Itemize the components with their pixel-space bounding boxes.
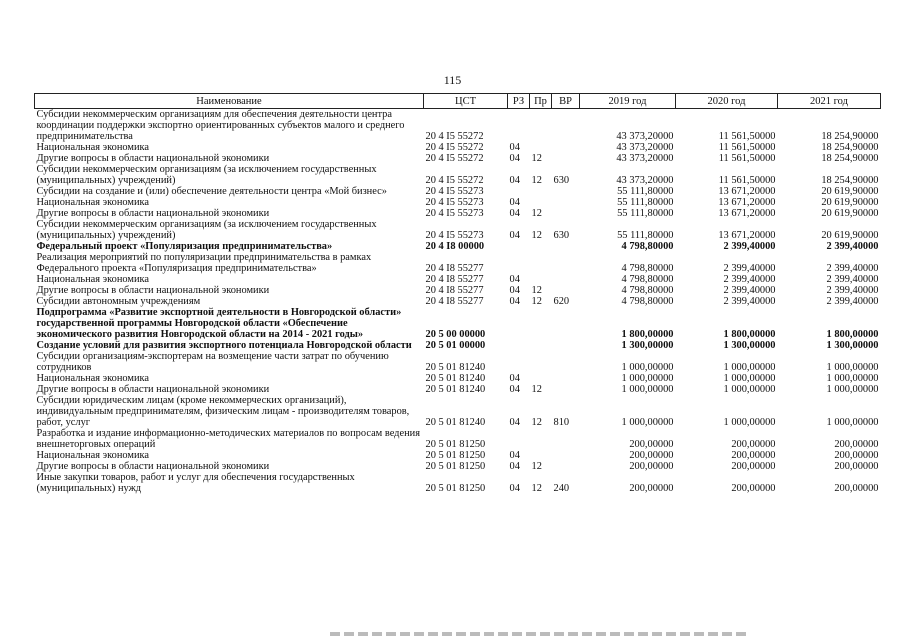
- row-vr: [552, 197, 580, 208]
- row-rz: [508, 428, 530, 450]
- row-pr: 12: [531, 461, 542, 472]
- row-pr: [530, 109, 552, 143]
- row-rz: 04: [509, 384, 520, 395]
- table-body: [35, 109, 881, 495]
- row-2021: 200,00000: [834, 439, 879, 450]
- row-cst: 20 4 I8 55277: [425, 263, 484, 274]
- row-2019: 4 798,80000: [621, 274, 674, 285]
- row-pr: 12: [531, 384, 542, 395]
- row-2021: 18 254,90000: [821, 175, 879, 186]
- row-2021: 18 254,90000: [821, 142, 879, 153]
- header-cst: ЦСТ: [424, 94, 508, 109]
- table-row: [35, 472, 881, 494]
- row-rz: [508, 186, 530, 197]
- row-pr: [530, 340, 552, 351]
- table-row: [35, 384, 881, 395]
- row-name: Подпрограмма «Развитие экспортной деятельности в Новгородской области» государственной программы Новгородской области «Обеспечение экономического развития Новгородской области на 2014 - 2021 годы»: [36, 307, 402, 340]
- row-vr: 240: [553, 483, 570, 494]
- row-cst: 20 5 01 81250: [425, 439, 486, 450]
- row-2019: 200,00000: [629, 483, 674, 494]
- row-2020: 1 000,00000: [723, 362, 776, 373]
- row-name: Субсидии некоммерческим организациям (за исключением государственных (муниципальных) учреждений): [36, 219, 377, 241]
- row-cst: 20 5 01 81240: [425, 362, 486, 373]
- row-2019: 200,00000: [629, 461, 674, 472]
- row-cst: 20 4 I5 55272: [425, 142, 484, 153]
- row-2020: 11 561,50000: [718, 175, 776, 186]
- table-row: [35, 340, 881, 351]
- row-2020: 1 800,00000: [723, 329, 776, 340]
- row-2021: 18 254,90000: [821, 131, 879, 142]
- row-2021: 200,00000: [834, 461, 879, 472]
- header-name: Наименование: [35, 94, 424, 109]
- budget-table: [34, 93, 881, 494]
- row-cst: 20 4 I5 55273: [425, 230, 484, 241]
- row-pr: [530, 428, 552, 450]
- row-2020: 1 000,00000: [723, 373, 776, 384]
- row-2020: 200,00000: [731, 439, 776, 450]
- page-number: 115: [443, 73, 462, 87]
- row-cst: 20 4 I8 55277: [425, 296, 484, 307]
- row-2021: 1 000,00000: [826, 384, 879, 395]
- row-vr: [552, 142, 580, 153]
- row-pr: [530, 373, 552, 384]
- row-vr: [552, 373, 580, 384]
- row-rz: 04: [509, 483, 520, 494]
- row-name: Другие вопросы в области национальной экономики: [36, 461, 270, 472]
- row-pr: 12: [531, 175, 542, 186]
- row-cst: 20 4 I5 55273: [425, 197, 484, 208]
- row-rz: [508, 340, 530, 351]
- row-name: Субсидии автономным учреждениям: [36, 296, 201, 307]
- row-pr: 12: [531, 153, 542, 164]
- row-2019: 43 373,20000: [616, 153, 674, 164]
- table-row: [35, 109, 881, 143]
- row-vr: [552, 109, 580, 143]
- row-vr: [552, 186, 580, 197]
- row-2020: 13 671,20000: [718, 197, 776, 208]
- row-2019: 4 798,80000: [621, 241, 674, 252]
- row-2020: 200,00000: [731, 461, 776, 472]
- row-rz: 04: [509, 142, 520, 153]
- row-cst: 20 4 I5 55272: [425, 175, 484, 186]
- row-name: Субсидии на создание и (или) обеспечение деятельности центра «Мой бизнес»: [36, 186, 387, 197]
- row-pr: [530, 241, 552, 252]
- row-name: Субсидии организациям-экспортерам на возмещение части затрат по обучению сотрудников: [36, 351, 389, 373]
- row-pr: 12: [531, 230, 542, 241]
- row-rz: 04: [509, 175, 520, 186]
- row-rz: 04: [509, 417, 520, 428]
- row-2019: 1 000,00000: [621, 417, 674, 428]
- table-row: [35, 164, 881, 186]
- row-rz: 04: [509, 373, 520, 384]
- row-2019: 1 000,00000: [621, 373, 674, 384]
- row-cst: 20 5 01 81240: [425, 373, 486, 384]
- row-2020: 13 671,20000: [718, 186, 776, 197]
- row-rz: 04: [509, 450, 520, 461]
- row-rz: [508, 351, 530, 373]
- row-rz: 04: [509, 274, 520, 285]
- table-row: [35, 142, 881, 153]
- row-2020: 200,00000: [731, 483, 776, 494]
- row-2020: 1 000,00000: [723, 384, 776, 395]
- row-2021: 18 254,90000: [821, 153, 879, 164]
- row-pr: 12: [531, 296, 542, 307]
- row-cst: 20 5 01 81250: [425, 450, 486, 461]
- row-pr: [530, 307, 552, 340]
- row-2021: 1 000,00000: [826, 373, 879, 384]
- row-2019: 1 800,00000: [621, 329, 674, 340]
- table-row: [35, 208, 881, 219]
- row-2019: 4 798,80000: [621, 296, 674, 307]
- row-rz: [508, 252, 530, 274]
- row-2021: 2 399,40000: [826, 296, 879, 307]
- row-vr: [552, 351, 580, 373]
- table-header-row: [35, 94, 881, 109]
- table-row: [35, 296, 881, 307]
- row-pr: 12: [531, 208, 542, 219]
- table-row: [35, 197, 881, 208]
- row-2021: 2 399,40000: [826, 241, 879, 252]
- row-2019: 1 300,00000: [621, 340, 674, 351]
- row-name: Реализация мероприятий по популяризации предпринимательства в рамках Федерального проекта «Популяризация предпринимательства»: [36, 252, 372, 274]
- row-rz: 04: [509, 296, 520, 307]
- table-row: [35, 373, 881, 384]
- row-2021: 2 399,40000: [826, 285, 879, 296]
- row-pr: 12: [531, 483, 542, 494]
- row-cst: 20 4 I5 55272: [425, 131, 484, 142]
- row-name: Федеральный проект «Популяризация предпринимательства»: [36, 241, 333, 252]
- row-2019: 1 000,00000: [621, 384, 674, 395]
- header-2019: 2019 год: [580, 94, 676, 109]
- row-name: Субсидии юридическим лицам (кроме некоммерческих организаций), индивидуальным предпринимателям, физическим лицам - производителям товаров, работ, услуг: [36, 395, 410, 428]
- row-vr: [552, 384, 580, 395]
- row-cst: 20 4 I8 00000: [425, 241, 485, 252]
- table-row: [35, 241, 881, 252]
- row-rz: 04: [509, 153, 520, 164]
- row-pr: [530, 197, 552, 208]
- row-2021: 1 000,00000: [826, 362, 879, 373]
- row-2020: 13 671,20000: [718, 230, 776, 241]
- row-cst: 20 5 01 81250: [425, 461, 486, 472]
- row-2019: 4 798,80000: [621, 263, 674, 274]
- row-vr: [552, 461, 580, 472]
- row-2019: 55 111,80000: [617, 208, 674, 219]
- row-cst: 20 5 01 81250: [425, 483, 486, 494]
- row-name: Другие вопросы в области национальной экономики: [36, 285, 270, 296]
- row-vr: [552, 428, 580, 450]
- row-2020: 2 399,40000: [723, 263, 776, 274]
- row-2021: 1 800,00000: [826, 329, 879, 340]
- row-vr: [552, 340, 580, 351]
- row-name: Создание условий для развития экспортного потенциала Новгородской области: [36, 340, 412, 351]
- row-name: Другие вопросы в области национальной экономики: [36, 208, 270, 219]
- row-2020: 200,00000: [731, 450, 776, 461]
- row-2021: 200,00000: [834, 483, 879, 494]
- row-name: Другие вопросы в области национальной экономики: [36, 384, 270, 395]
- row-vr: [552, 208, 580, 219]
- header-2021: 2021 год: [778, 94, 881, 109]
- row-2021: 20 619,90000: [821, 230, 879, 241]
- row-rz: 04: [509, 461, 520, 472]
- row-rz: [508, 241, 530, 252]
- row-cst: 20 4 I8 55277: [425, 285, 484, 296]
- row-rz: 04: [509, 230, 520, 241]
- row-name: Субсидии некоммерческим организациям для обеспечения деятельности центра координации поддержки экспортно ориентированных субъектов малого и среднего предпринимательства: [36, 109, 405, 142]
- row-vr: [552, 307, 580, 340]
- row-2019: 55 111,80000: [617, 230, 674, 241]
- row-name: Субсидии некоммерческим организациям (за исключением государственных (муниципальных) учреждений): [36, 164, 377, 186]
- row-2021: 2 399,40000: [826, 263, 879, 274]
- row-rz: 04: [509, 285, 520, 296]
- row-vr: [552, 153, 580, 164]
- row-2021: 1 300,00000: [826, 340, 879, 351]
- row-2020: 1 300,00000: [723, 340, 776, 351]
- row-pr: [530, 186, 552, 197]
- row-2019: 1 000,00000: [621, 362, 674, 373]
- row-vr: [552, 241, 580, 252]
- row-vr: 630: [553, 175, 570, 186]
- row-rz: [508, 109, 530, 143]
- table-row: [35, 395, 881, 428]
- row-cst: 20 4 I5 55272: [425, 153, 484, 164]
- row-2019: 43 373,20000: [616, 175, 674, 186]
- row-2020: 1 000,00000: [723, 417, 776, 428]
- row-name: Национальная экономика: [36, 142, 150, 153]
- table-row: [35, 252, 881, 274]
- row-vr: 620: [553, 296, 570, 307]
- row-pr: 12: [531, 285, 542, 296]
- row-name: Национальная экономика: [36, 197, 150, 208]
- table-row: [35, 450, 881, 461]
- table-row: [35, 351, 881, 373]
- row-2020: 11 561,50000: [718, 131, 776, 142]
- row-vr: [552, 274, 580, 285]
- table-row: [35, 274, 881, 285]
- row-cst: 20 5 01 81240: [425, 417, 486, 428]
- row-2019: 43 373,20000: [616, 131, 674, 142]
- row-vr: [552, 450, 580, 461]
- row-cst: 20 4 I5 55273: [425, 186, 484, 197]
- row-pr: 12: [531, 417, 542, 428]
- row-2019: 55 111,80000: [617, 197, 674, 208]
- row-2020: 11 561,50000: [718, 153, 776, 164]
- row-2020: 2 399,40000: [723, 241, 776, 252]
- row-2021: 2 399,40000: [826, 274, 879, 285]
- row-cst: 20 5 01 81240: [425, 384, 486, 395]
- table-row: [35, 428, 881, 450]
- row-2021: 200,00000: [834, 450, 879, 461]
- row-2020: 2 399,40000: [723, 296, 776, 307]
- row-2019: 200,00000: [629, 450, 674, 461]
- scan-artifact-strip: [330, 632, 750, 636]
- row-cst: 20 4 I5 55273: [425, 208, 484, 219]
- table-row: [35, 461, 881, 472]
- row-name: Другие вопросы в области национальной экономики: [36, 153, 270, 164]
- row-2021: 20 619,90000: [821, 186, 879, 197]
- row-cst: 20 5 01 00000: [425, 340, 486, 351]
- row-cst: 20 4 I8 55277: [425, 274, 484, 285]
- header-vr: ВР: [552, 94, 580, 109]
- row-2021: 20 619,90000: [821, 208, 879, 219]
- row-pr: [530, 142, 552, 153]
- row-2019: 4 798,80000: [621, 285, 674, 296]
- row-vr: [552, 285, 580, 296]
- row-name: Национальная экономика: [36, 450, 150, 461]
- row-2020: 2 399,40000: [723, 274, 776, 285]
- row-name: Национальная экономика: [36, 274, 150, 285]
- table-row: [35, 186, 881, 197]
- table-row: [35, 307, 881, 340]
- table-row: [35, 219, 881, 241]
- table-row: [35, 153, 881, 164]
- row-rz: 04: [509, 208, 520, 219]
- row-rz: [508, 307, 530, 340]
- row-2020: 13 671,20000: [718, 208, 776, 219]
- header-pr: Пр: [530, 94, 552, 109]
- row-vr: 630: [553, 230, 570, 241]
- row-2020: 2 399,40000: [723, 285, 776, 296]
- table-row: [35, 285, 881, 296]
- row-2021: 20 619,90000: [821, 197, 879, 208]
- row-pr: [530, 274, 552, 285]
- row-2019: 55 111,80000: [617, 186, 674, 197]
- row-2020: 11 561,50000: [718, 142, 776, 153]
- header-rz: РЗ: [508, 94, 530, 109]
- row-pr: [530, 450, 552, 461]
- row-pr: [530, 252, 552, 274]
- row-vr: [552, 252, 580, 274]
- row-name: Национальная экономика: [36, 373, 150, 384]
- row-2019: 200,00000: [629, 439, 674, 450]
- row-name: Иные закупки товаров, работ и услуг для обеспечения государственных (муниципальных) нужд: [36, 472, 355, 494]
- row-name: Разработка и издание информационно-методических материалов по вопросам ведения внешнеторговых операций: [36, 428, 420, 450]
- row-pr: [530, 351, 552, 373]
- row-vr: 810: [553, 417, 570, 428]
- row-2021: 1 000,00000: [826, 417, 879, 428]
- row-rz: 04: [509, 197, 520, 208]
- header-2020: 2020 год: [676, 94, 778, 109]
- row-cst: 20 5 00 00000: [425, 329, 486, 340]
- row-2019: 43 373,20000: [616, 142, 674, 153]
